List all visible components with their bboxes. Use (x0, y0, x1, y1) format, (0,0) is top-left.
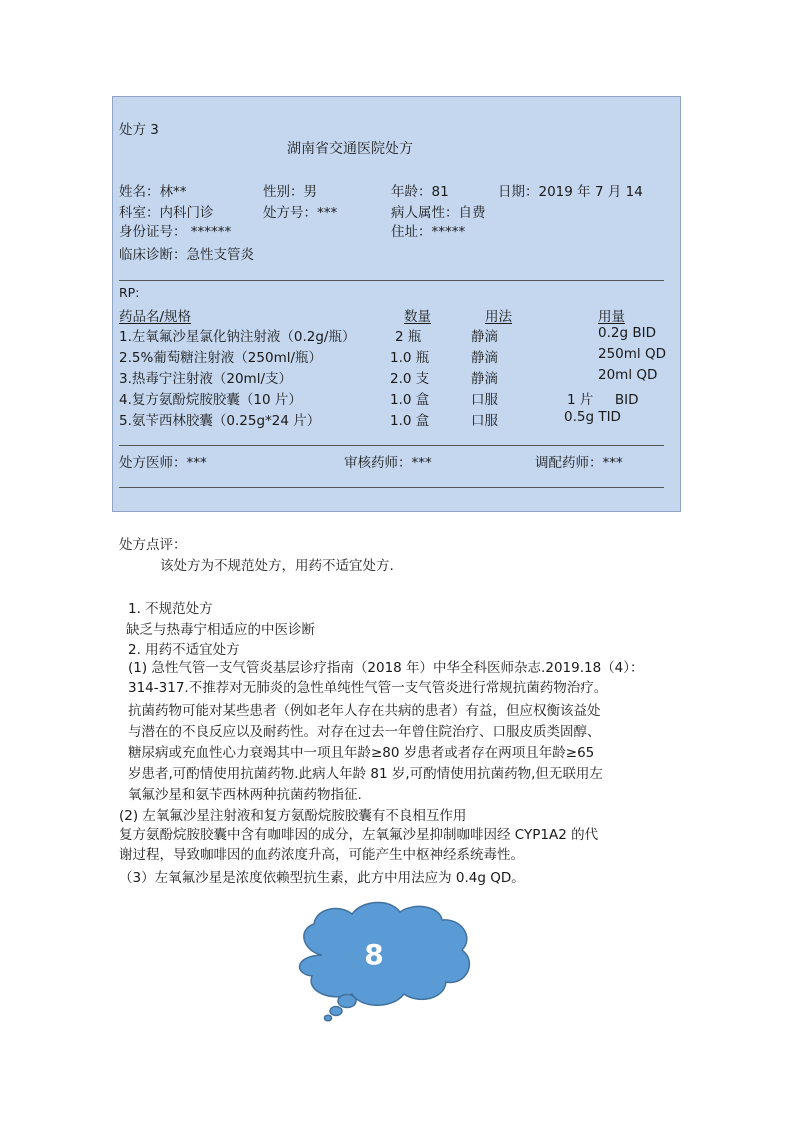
text-line: 谢过程，导致咖啡因的血药浓度升高，可能产生中枢神经系统毒性。 (119, 847, 524, 863)
divider (119, 487, 664, 488)
paragraph (128, 658, 644, 698)
id-number: 身份证号： ****** (119, 224, 232, 240)
reviewing-pharmacist: 审核药师：*** (344, 455, 432, 471)
drug-qty: 2 瓶 (395, 329, 422, 345)
diagnosis: 临床诊断：急性支管炎 (119, 247, 254, 263)
drug-dose: 0.2g BID (598, 325, 656, 341)
text-line: 糖尿病或充血性心力衰竭其中一项且年龄≥80 岁患者或者存在两项且年龄≥65 (128, 745, 595, 761)
header-dose: 用量 (598, 309, 625, 325)
patient-gender: 性别：男 (263, 184, 317, 200)
paragraph (128, 701, 603, 806)
text-line: 314-317.不推荐对无肺炎的急性单纯性气管一支气管炎进行常规抗菌药物治疗。 (128, 680, 608, 696)
drug-name: 3.热毒宁注射液（20ml/支） (119, 371, 293, 387)
prescription-date: 日期：2019 年 7 月 14 (498, 184, 643, 200)
divider (119, 280, 664, 281)
item1-title: 1. 不规范处方 (128, 601, 213, 617)
drug-dose: 1 片 BID (567, 392, 639, 408)
drug-usage: 静滴 (471, 371, 498, 387)
hospital-title: 湖南省交通医院处方 (287, 141, 413, 157)
dosage-note: （3）左氧氟沙星是浓度依赖型抗生素，此方中用法应为 0.4g QD。 (119, 870, 525, 886)
text-line: 与潜在的不良反应以及耐药性。对存在过去一年曾住院治疗、口服皮质类固醇、 (128, 724, 601, 740)
interaction-title: (2) 左氧氟沙星注射液和复方氨酚烷胺胶囊有不良相互作用 (119, 808, 467, 824)
department: 科室：内科门诊 (119, 205, 214, 221)
drug-usage: 静滴 (471, 350, 498, 366)
item1-text: 缺乏与热毒宁相适应的中医诊断 (126, 622, 315, 638)
prescription-label: 处方 3 (119, 122, 159, 138)
text-line: 复方氨酚烷胺胶囊中含有咖啡因的成分，左氧氟沙星抑制咖啡因经 CYP1A2 的代 (119, 827, 599, 843)
drug-usage: 静滴 (471, 329, 498, 345)
drug-qty: 1.0 瓶 (390, 350, 430, 366)
patient-age: 年龄：81 (391, 184, 449, 200)
patient-type: 病人属性：自费 (391, 205, 486, 221)
text-line: 岁患者,可酌情使用抗菌药物.此病人年龄 81 岁,可酌情使用抗菌药物,但无联用左 (128, 766, 603, 782)
drug-name: 1.左氧氟沙星氯化钠注射液（0.2g/瓶） (119, 329, 356, 345)
drug-qty: 1.0 盒 (390, 392, 430, 408)
page-number: 8 (364, 938, 384, 971)
review-heading: 处方点评： (119, 537, 187, 553)
drug-usage: 口服 (471, 392, 498, 408)
divider (119, 445, 664, 446)
drug-name: 2.5%葡萄糖注射液（250ml/瓶） (119, 350, 323, 366)
rp-label: RP: (119, 285, 140, 300)
review-conclusion: 该处方为不规范处方，用药不适宜处方. (160, 558, 394, 574)
header-qty: 数量 (404, 309, 431, 325)
text-line: 氧氟沙星和氨苄西林两种抗菌药物指征. (128, 787, 362, 803)
prescribing-doctor: 处方医师：*** (119, 455, 207, 471)
drug-dose: 20ml QD (598, 367, 658, 383)
address: 住址：***** (391, 224, 466, 240)
drug-dose: 250ml QD (598, 346, 666, 362)
item2-title: 2. 用药不适宜处方 (128, 642, 240, 658)
drug-qty: 2.0 支 (390, 371, 430, 387)
patient-name: 姓名：林** (119, 184, 187, 200)
paragraph (119, 825, 598, 865)
prescription-box (112, 96, 681, 512)
drug-dose: 0.5g TID (564, 409, 621, 425)
drug-qty: 1.0 盒 (390, 413, 430, 429)
dispensing-pharmacist: 调配药师：*** (535, 455, 623, 471)
text-line: 抗菌药物可能对某些患者（例如老年人存在共病的患者）有益，但应权衡该益处 (128, 703, 601, 719)
drug-name: 5.氨苄西林胶囊（0.25g*24 片） (119, 413, 321, 429)
header-drug: 药品名/规格 (119, 309, 192, 325)
drug-usage: 口服 (471, 413, 498, 429)
header-usage: 用法 (485, 309, 512, 325)
rx-number: 处方号：*** (263, 205, 338, 221)
drug-name: 4.复方氨酚烷胺胶囊（10 片） (119, 392, 302, 408)
text-line: (1) 急性气管一支气管炎基层诊疗指南（2018 年）中华全科医师杂志.2019.18（4）： (128, 660, 644, 676)
